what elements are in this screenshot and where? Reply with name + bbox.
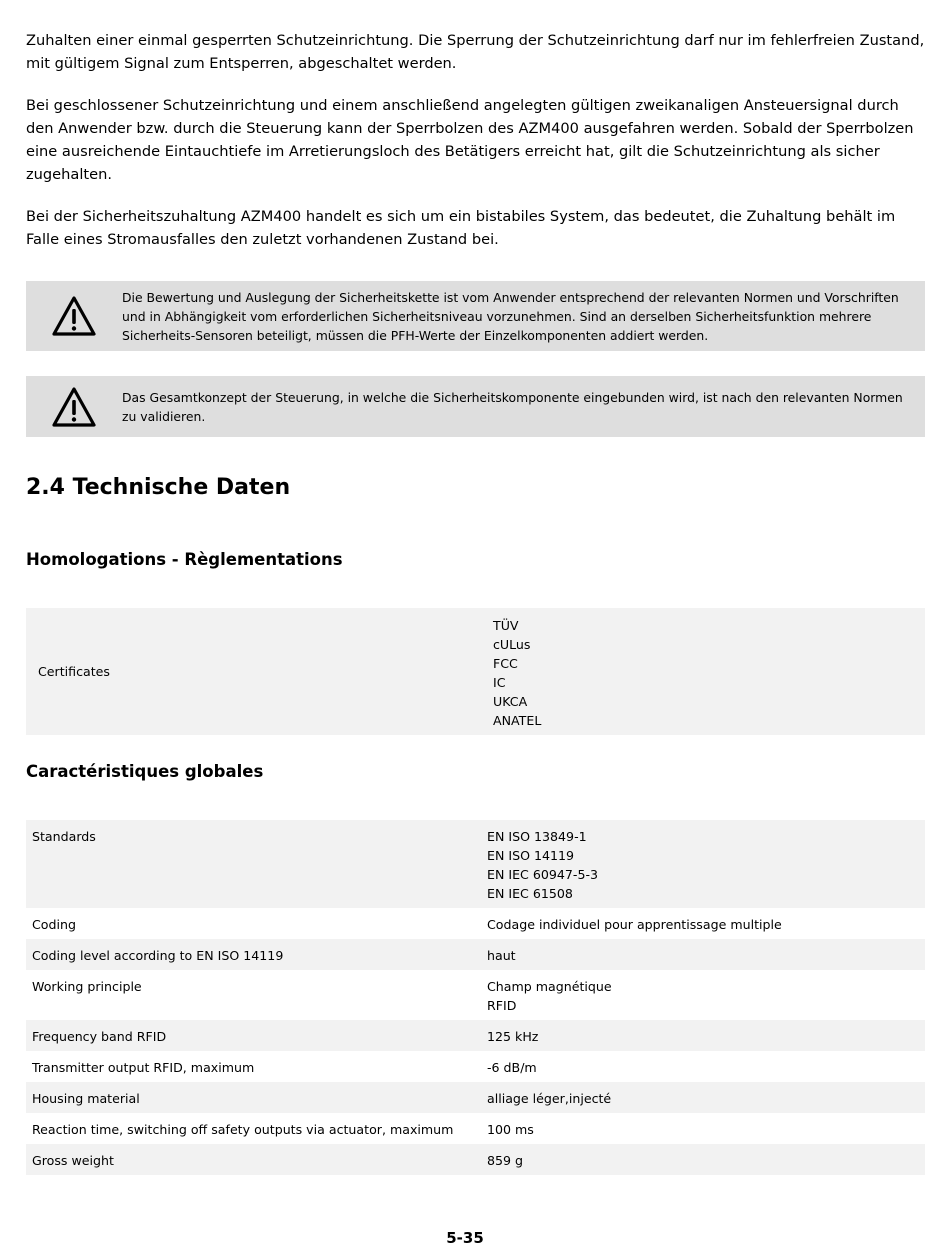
row-key: Frequency band RFID	[32, 1029, 167, 1044]
warning-icon	[26, 386, 122, 428]
row-value: alliage léger,injecté	[487, 1091, 612, 1106]
table-row	[26, 908, 925, 939]
notice-text: Das Gesamtkonzept der Steuerung, in welche die Sicherheitskomponente eingebunden wird, ist nach den relevanten Normen zu validieren.	[122, 389, 903, 424]
row-value: Champ magnétique RFID	[487, 979, 612, 1013]
row-key: Certificates	[38, 664, 110, 679]
table-row	[26, 939, 925, 970]
row-key: Housing material	[32, 1091, 140, 1106]
table-row	[26, 820, 925, 908]
row-value: 100 ms	[487, 1122, 534, 1137]
row-key: Coding level according to EN ISO 14119	[32, 948, 284, 963]
row-key: Coding	[32, 917, 76, 932]
row-value: haut	[487, 948, 516, 963]
row-value: 859 g	[487, 1153, 524, 1168]
paragraph-1: Zuhalten einer einmal gesperrten Schutzeinrichtung. Die Sperrung der Schutzeinrichtung darf nur im fehlerfreien Zustand, mit gültigem Signal zum Entsperren, abgeschaltet werden.	[26, 32, 925, 72]
row-key: Reaction time, switching off safety outputs via actuator, maximum	[32, 1122, 454, 1137]
characteristics-table	[26, 820, 925, 1175]
table-row	[26, 1113, 925, 1144]
row-key: Gross weight	[32, 1153, 114, 1168]
row-value: Codage individuel pour apprentissage multiple	[487, 917, 782, 932]
homologations-heading: Homologations - Règlementations	[26, 550, 343, 569]
row-key: Working principle	[32, 979, 142, 994]
notice-text: Die Bewertung und Auslegung der Sicherheitskette ist vom Anwender entsprechend der relevanten Normen und Vorschriften und in Abhängigkeit vom erforderlichen Sicherheitsniveau vorzunehmen. Sind an derselben Sicherheitsfunktion mehrere Sicherheits-Sensoren beteiligt, müssen die PFH-Werte der Einzelkomponenten addiert werden.	[122, 289, 899, 343]
homologations-table	[26, 608, 925, 735]
row-value: EN ISO 13849-1 EN ISO 14119 EN IEC 60947-5-3 EN IEC 61508	[487, 829, 599, 901]
row-key: Transmitter output RFID, maximum	[32, 1060, 255, 1075]
table-row	[26, 1020, 925, 1051]
warning-notice-1	[26, 281, 925, 351]
paragraph-3: Bei der Sicherheitszuhaltung AZM400 handelt es sich um ein bistabiles System, das bedeutet, die Zuhaltung behält im Falle eines Stromausfalles den zuletzt vorhandenen Zustand bei.	[26, 208, 896, 248]
table-row	[26, 608, 925, 735]
table-row	[26, 1144, 925, 1175]
paragraph-2: Bei geschlossener Schutzeinrichtung und einem anschließend angelegten gültigen zweikanaligen Ansteuersignal durch den Anwender bzw. durch die Steuerung kann der Sperrbolzen des AZM400 ausgefahren werden. Sobald der Sperrbolzen eine ausreichende Eintauchtiefe im Arretierungsloch des Betätigers erreicht hat, gilt die Schutzeinrichtung als sicher zugehalten.	[26, 97, 914, 183]
warning-icon	[26, 295, 122, 337]
characteristics-heading: Caractéristiques globales	[26, 762, 264, 781]
warning-notice-2	[26, 376, 925, 437]
table-row	[26, 970, 925, 1020]
row-value: -6 dB/m	[487, 1060, 537, 1075]
row-value: 125 kHz	[487, 1029, 539, 1044]
row-key: Standards	[32, 829, 96, 844]
row-value: TÜV cULus FCC IC UKCA ANATEL	[493, 618, 542, 728]
page-number: 5-35	[446, 1229, 484, 1247]
table-row	[26, 1082, 925, 1113]
table-row	[26, 1051, 925, 1082]
section-title: 2.4 Technische Daten	[26, 475, 291, 500]
